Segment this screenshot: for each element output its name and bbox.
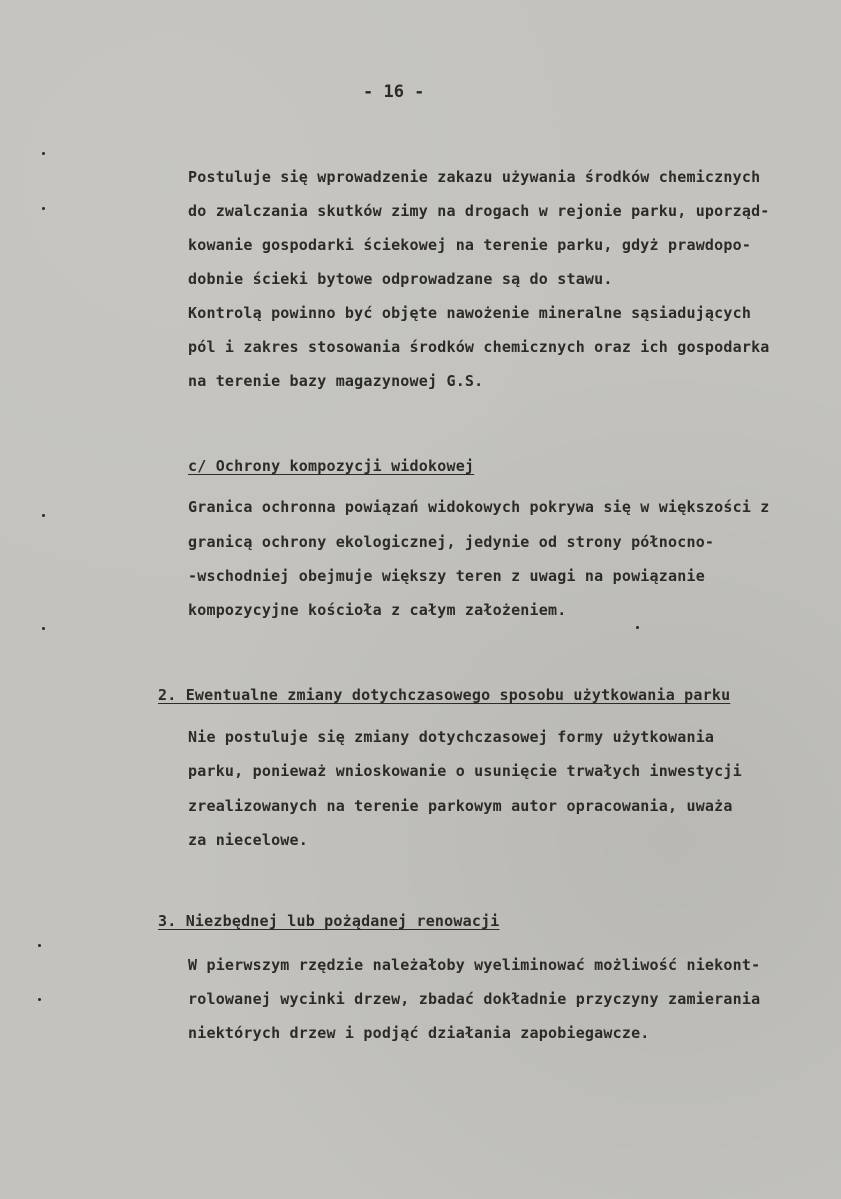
margin-speck <box>636 626 639 629</box>
paragraph-line: pól i zakres stosowania środków chemicznych oraz ich gospodarka <box>188 338 770 356</box>
paragraph-line: Kontrolą powinno być objęte nawożenie mineralne sąsiadujących <box>188 304 752 322</box>
paragraph-line: parku, ponieważ wnioskowanie o usunięcie trwałych inwestycji <box>188 762 742 780</box>
paragraph-line: W pierwszym rzędzie należałoby wyeliminować możliwość niekont- <box>188 956 761 974</box>
paragraph-line: niektórych drzew i podjąć działania zapobiegawcze. <box>188 1024 650 1042</box>
margin-speck <box>42 514 45 517</box>
paragraph-line: granicą ochrony ekologicznej, jedynie od strony północno- <box>188 533 715 551</box>
paragraph-line: Nie postuluje się zmiany dotychczasowej formy użytkowania <box>188 728 715 746</box>
section-heading-2: 2. Ewentualne zmiany dotychczasowego sposobu użytkowania parku <box>158 686 731 704</box>
section-heading-3: 3. Niezbędnej lub pożądanej renowacji <box>158 912 500 930</box>
margin-speck <box>38 944 41 947</box>
page-number: - 16 - <box>363 82 425 102</box>
paragraph-line: na terenie bazy magazynowej G.S. <box>188 372 484 390</box>
margin-speck <box>38 998 41 1001</box>
margin-speck <box>42 207 45 210</box>
paragraph-line: dobnie ścieki bytowe odprowadzane są do stawu. <box>188 270 613 288</box>
margin-speck <box>42 627 45 630</box>
paragraph-line: za niecelowe. <box>188 831 308 849</box>
paragraph-line: kowanie gospodarki ściekowej na terenie parku, gdyż prawdopo- <box>188 236 752 254</box>
paragraph-line: do zwalczania skutków zimy na drogach w rejonie parku, uporząd- <box>188 202 770 220</box>
section-heading-c: c/ Ochrony kompozycji widokowej <box>188 457 475 475</box>
margin-speck <box>42 152 45 155</box>
paragraph-line: kompozycyjne kościoła z całym założeniem. <box>188 601 567 619</box>
paragraph-line: -wschodniej obejmuje większy teren z uwagi na powiązanie <box>188 567 705 585</box>
paragraph-line: Postuluje się wprowadzenie zakazu używania środków chemicznych <box>188 168 761 186</box>
paragraph-line: rolowanej wycinki drzew, zbadać dokładnie przyczyny zamierania <box>188 990 761 1008</box>
paragraph-line: Granica ochronna powiązań widokowych pokrywa się w większości z <box>188 498 770 516</box>
paragraph-line: zrealizowanych na terenie parkowym autor opracowania, uważa <box>188 797 733 815</box>
